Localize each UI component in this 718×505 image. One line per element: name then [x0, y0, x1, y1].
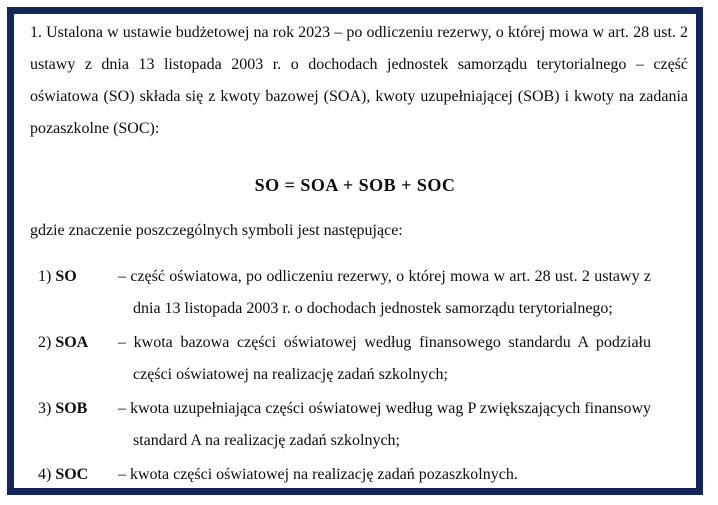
definition-symbol: SO: [55, 268, 77, 285]
definition-description: – kwota części oświatowej na realizację zadań pozaszkolnych.: [118, 466, 518, 483]
definition-row-soc: [38, 459, 651, 491]
document-content: [14, 14, 696, 488]
definition-description: – część oświatowa, po odliczeniu rezerwy, o której mowa w art. 28 ust. 2 ustawy z dnia 13 listopada 2003 r. o dochodach jednostek samorządu terytorialnego;: [118, 268, 651, 317]
definition-marker: [38, 261, 118, 325]
definitions-list: [14, 261, 696, 491]
definition-number: 2): [38, 334, 52, 351]
document-border-frame: [7, 7, 703, 495]
definition-marker: [38, 459, 118, 491]
lead-paragraph: 1. Ustalona w ustawie budżetowej na rok 2023 – po odliczeniu rezerwy, o której mowa w art. 28 ust. 2 ustawy z dnia 13 listopada 2003 r. o dochodach jednostek samorządu terytorialnego – część oświatowa (SO) składa się z kwoty bazowej (SOA), kwoty uzupełniającej (SOB) i kwoty na zadania pozaszkolne (SOC):: [30, 24, 688, 137]
definition-symbol: SOB: [55, 400, 88, 417]
definition-row-sob: [38, 393, 651, 457]
definition-row-soa: [38, 327, 651, 391]
formula: SO = SOA + SOB + SOC: [254, 175, 456, 195]
definition-description: – kwota bazowa części oświatowej według finansowego standardu A podziału części oświatowej na realizację zadań szkolnych;: [118, 334, 651, 383]
definition-number: 1): [38, 268, 52, 285]
definition-marker: [38, 327, 118, 391]
definitions-intro: gdzie znaczenie poszczególnych symboli jest następujące:: [30, 222, 403, 239]
definition-row-so: [38, 261, 651, 325]
definition-number: 3): [38, 400, 52, 417]
definition-symbol: SOC: [55, 466, 89, 483]
definition-number: 4): [38, 466, 52, 483]
definition-description: – kwota uzupełniająca części oświatowej według wag P zwiększających finansowy standard A na realizację zadań szkolnych;: [118, 400, 651, 449]
definition-marker: [38, 393, 118, 457]
definition-symbol: SOA: [55, 334, 89, 351]
